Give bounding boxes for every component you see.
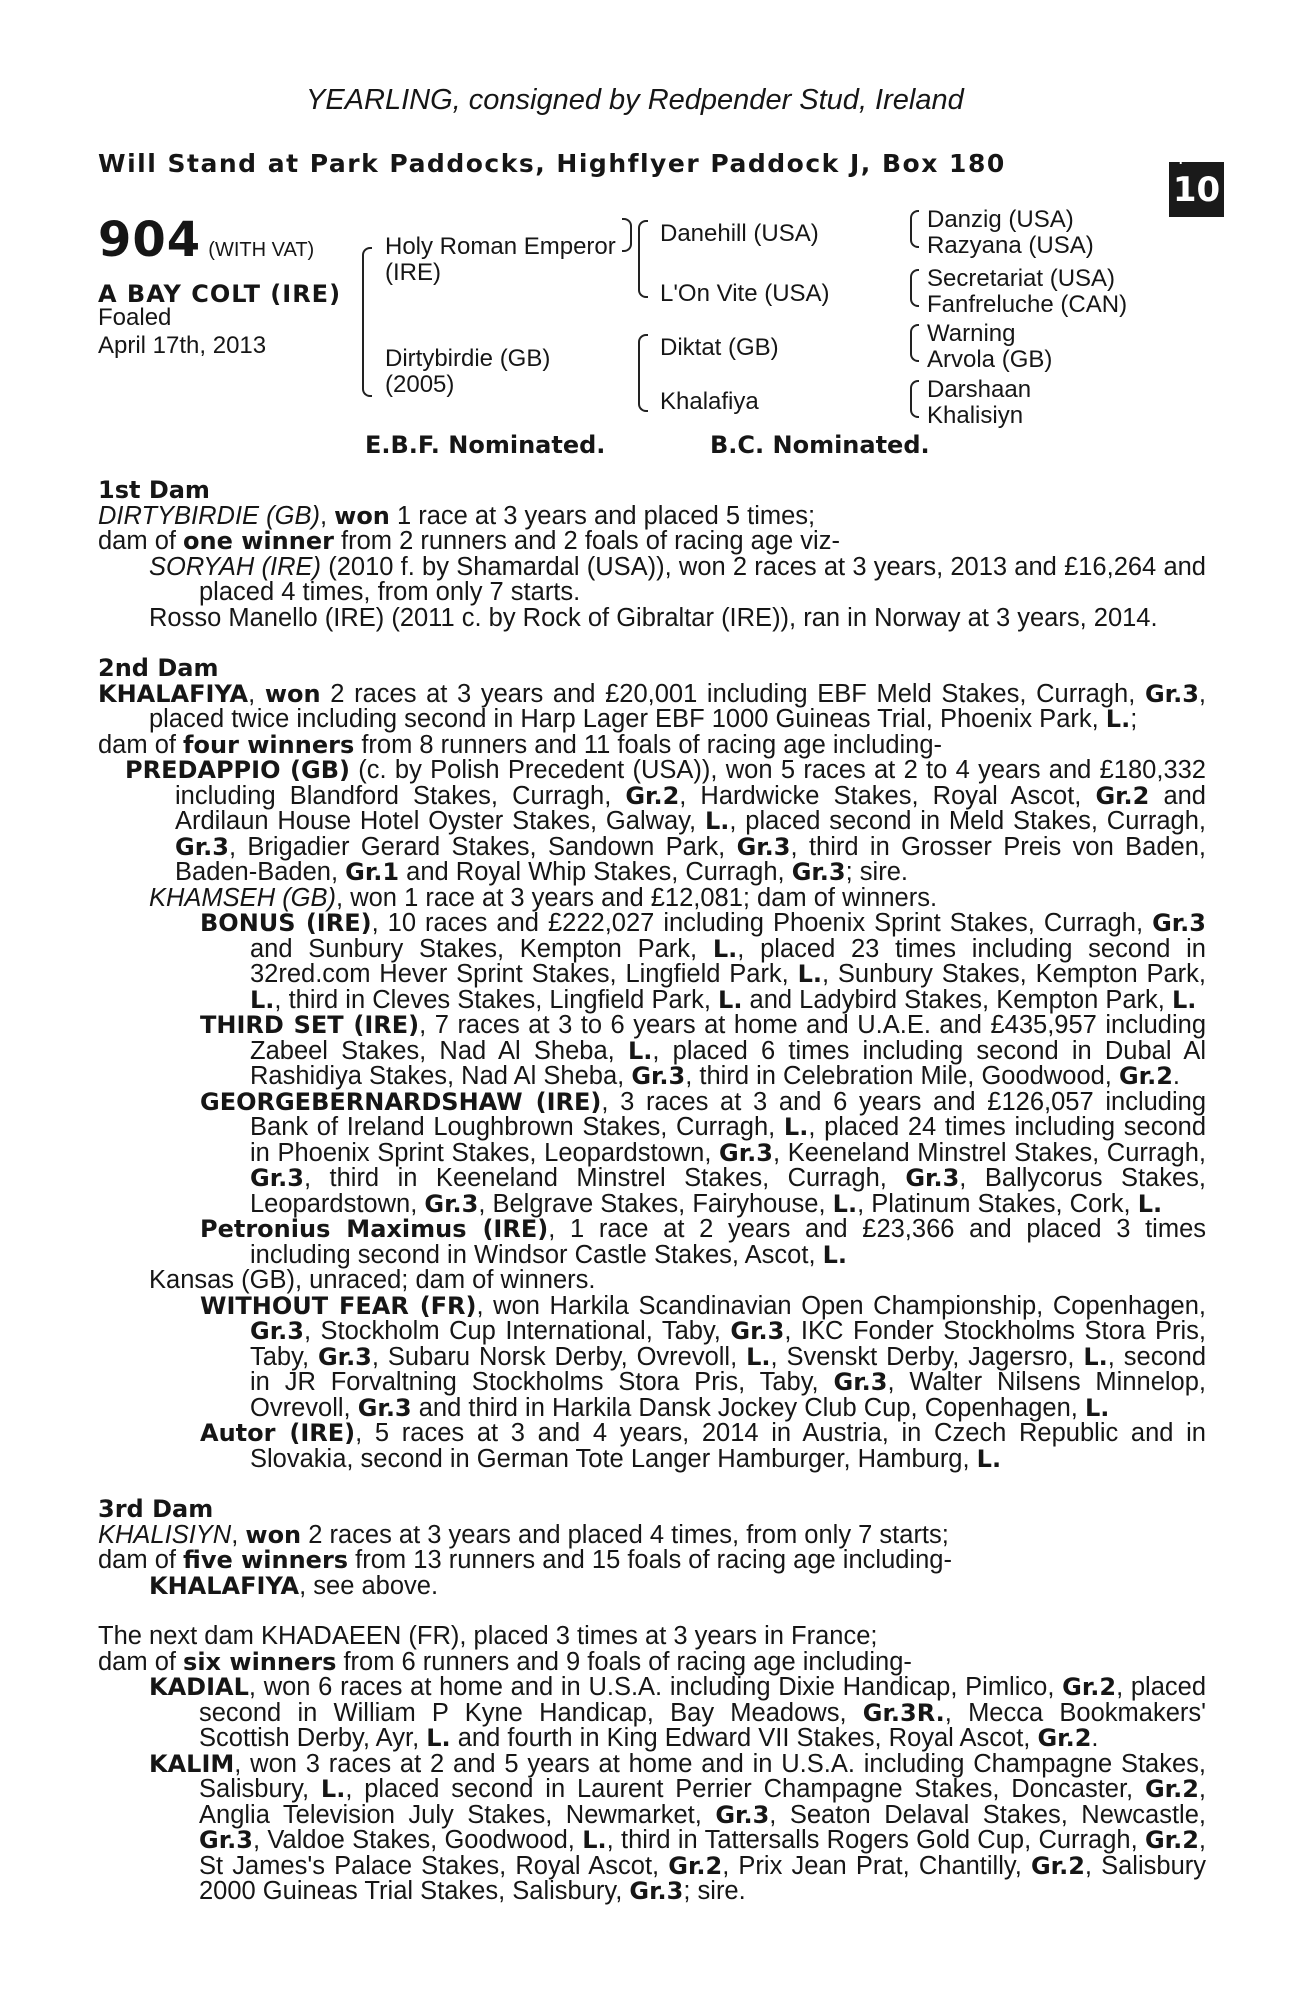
- entry-text: , Seaton Delaval Stakes, Newcastle,: [769, 1800, 1206, 1829]
- grade-label: Gr.3R.: [862, 1698, 945, 1727]
- grade-label: Gr.3: [905, 1164, 960, 1192]
- foal-soryah: [98, 552, 1206, 606]
- dam-of-suffix: from 13 runners and 15 foals of racing age including-: [348, 1546, 952, 1574]
- listed-label: L.: [1084, 1393, 1110, 1422]
- grade-label: Gr.3: [791, 858, 846, 886]
- first-dam-record: DIRTYBIRDIE (GB), won 1 race at 3 years and placed 5 times;: [98, 501, 816, 530]
- listed-label: L.: [822, 1240, 848, 1269]
- next-dam-record: The next dam KHADAEEN (FR), placed 3 times at 3 years in France;: [98, 1622, 878, 1650]
- g3-name: Secretariat (USA): [927, 265, 1116, 292]
- entry-text: , IKC Fonder Stockholms Stora Pris, Taby,: [250, 1317, 1206, 1371]
- entry-text: ; sire.: [683, 1877, 746, 1905]
- first-dam-produce: [98, 529, 1206, 555]
- g7-name: Darshaan: [927, 376, 1032, 403]
- second-dam-produce: [98, 730, 1206, 759]
- pedigree-brace-g4: [910, 380, 919, 418]
- dam-of-suffix: from 8 runners and 11 foals of racing age including-: [354, 730, 943, 759]
- first-dam-heading: 1st Dam: [98, 476, 210, 504]
- second-dam-record: KHALAFIYA, won 2 races at 3 years and £20,001 including EBF Meld Stakes, Curragh, Gr.3, placed twice including second in Harp Lager EBF 1000 Guineas Trial, Phoenix Park, L.;: [98, 679, 1207, 733]
- horse-name: GEORGEBERNARDSHAW (IRE): [200, 1087, 602, 1116]
- grade-label: Gr.3: [199, 1826, 253, 1854]
- lot-number-block: [98, 212, 314, 268]
- third-dam-heading: 3rd Dam: [98, 1495, 214, 1523]
- g8-name: Khalisiyn: [927, 402, 1024, 429]
- entry-text: and third in Harkila Dansk Jockey Club Cup, Copenhagen,: [411, 1393, 1085, 1422]
- entry-text: , Salisbury 2000 Guineas Trial Stakes, Salisbury,: [199, 1851, 1206, 1905]
- third-dam-won: won: [245, 1520, 302, 1549]
- entry-georgebernardshaw: [98, 1087, 1207, 1218]
- listed-label: L.: [1083, 1342, 1108, 1371]
- grade-label: Gr.2: [1037, 1724, 1092, 1752]
- entry-text: , third in Grosser Preis von Baden, Baden-Baden,: [175, 832, 1206, 886]
- entry-text: , Mecca Bookmakers' Scottish Derby, Ayr,: [199, 1698, 1206, 1752]
- location-line: Will Stand at Park Paddocks, Highflyer Paddock J, Box 180: [98, 149, 1006, 178]
- entry-text: , placed 6 times including second in Dubal Al Rashidiya Stakes, Nad Al Sheba,: [250, 1036, 1206, 1090]
- pedigree-brace-sire-left: [638, 220, 648, 298]
- dam-of-suffix: from 6 runners and 9 foals of racing age including-: [336, 1647, 912, 1676]
- grade-label: Gr.3: [1152, 909, 1206, 937]
- entry-text: and fourth in King Edward VII Stakes, Royal Ascot,: [450, 1724, 1038, 1752]
- listed-label: L.: [783, 1113, 809, 1141]
- bc-nominated: B.C. Nominated.: [710, 431, 930, 459]
- listed-label: L.: [1171, 985, 1197, 1014]
- entry-text: , Belgrave Stakes, Fairyhouse,: [478, 1189, 833, 1218]
- g1-name: Danzig (USA): [927, 206, 1074, 233]
- dam-year: (2005): [385, 371, 455, 398]
- entry-text: , third in Cleves Stakes, Lingfield Park,: [274, 985, 719, 1014]
- horse-name: THIRD SET (IRE): [200, 1011, 420, 1039]
- dam-sire-name: Diktat (GB): [660, 334, 779, 361]
- book-number-badge: [1169, 149, 1224, 217]
- entry-text: , placed second in Laurent Perrier Champagne Stakes, Doncaster,: [345, 1775, 1145, 1803]
- entry-text: , Ballycorus Stakes, Leopardstown,: [250, 1164, 1207, 1218]
- second-dam-text-3: ;: [1130, 705, 1138, 733]
- catalogue-body: [98, 478, 1206, 1905]
- second-dam-name: KHALAFIYA: [98, 679, 249, 708]
- grade-label: Gr.3: [317, 1342, 372, 1371]
- foaled-label: Foaled: [98, 304, 172, 331]
- pedigree-brace-g2: [910, 269, 919, 307]
- entry-text: , 7 races at 3 to 6 years at home and U.A.E. and £435,957 including Zabeel Stakes, Nad Al Sheba,: [250, 1011, 1207, 1065]
- entry-text: .: [1091, 1724, 1099, 1752]
- entry-text: , Hardwicke Stakes, Royal Ascot,: [679, 781, 1096, 810]
- entry-text: and Ardilaun House Hotel Oyster Stakes, Galway,: [175, 781, 1206, 835]
- entry-text: , placed second in Meld Stakes, Curragh,: [729, 807, 1206, 835]
- entry-text: , Stockholm Cup International, Taby,: [303, 1317, 731, 1345]
- listed-label: L.: [250, 985, 275, 1014]
- grade-label: Gr.2: [1118, 1062, 1173, 1090]
- third-dam-record: KHALISIYN, won 2 races at 3 years and placed 4 times, from only 7 starts;: [98, 1520, 949, 1549]
- entry-text: , 3 races at 3 and 6 years and £126,057 including Bank of Ireland Loughbrown Stakes, Curragh,: [250, 1087, 1206, 1141]
- entry-without-fear: [98, 1291, 1207, 1422]
- listed-label: L.: [712, 934, 738, 963]
- foaled-date: April 17th, 2013: [98, 332, 267, 359]
- entry-khalafiya-ref: [98, 1571, 1206, 1600]
- entry-autor: [98, 1421, 1206, 1472]
- next-dam-winners: six winners: [183, 1647, 337, 1676]
- listed-label: L.: [797, 960, 823, 988]
- second-dam-won: won: [264, 679, 321, 708]
- g5-name: Warning: [927, 320, 1016, 347]
- entry-text: , placed 23 times including second in 32red.com Hever Sprint Stakes, Lingfield Park,: [250, 934, 1206, 988]
- pedigree-brace-g1: [910, 210, 919, 248]
- horse-name: KHALAFIYA: [149, 1571, 300, 1600]
- sire-dam-name: L'On Vite (USA): [660, 280, 830, 307]
- g2-name: Razyana (USA): [927, 232, 1094, 259]
- entry-text: , placed second in William P Kyne Handicap, Bay Meadows,: [199, 1673, 1207, 1727]
- horse-name: KALIM: [149, 1749, 235, 1778]
- entry-text: , Valdoe Stakes, Goodwood,: [252, 1826, 583, 1854]
- entry-text: and Sunbury Stakes, Kempton Park,: [250, 934, 713, 963]
- listed-label: L.: [832, 1189, 858, 1218]
- horse-name: Petronius Maximus (IRE): [200, 1215, 549, 1243]
- second-dam-text-2: , placed twice including second in Harp Lager EBF 1000 Guineas Trial, Phoenix Park,: [149, 679, 1207, 733]
- entry-text: , see above.: [299, 1571, 439, 1600]
- listed-label: L.: [1137, 1189, 1163, 1218]
- entry-text: , Subaru Norsk Derby, Ovrevoll,: [371, 1342, 747, 1371]
- entry-text: , Anglia Television July Stakes, Newmarket,: [199, 1775, 1206, 1829]
- vat-label: (WITH VAT): [208, 239, 315, 261]
- consignment-line: YEARLING, consigned by Redpender Stud, Ireland: [306, 84, 964, 116]
- listed-label: L.: [426, 1724, 451, 1752]
- entry-kansas: Kansas (GB), unraced; dam of winners.: [149, 1266, 596, 1294]
- entry-text: , second in JR Forvaltning Stockholms Stora Pris, Taby,: [250, 1342, 1207, 1396]
- pedigree-brace-dam-left: [638, 334, 648, 412]
- entry-text: , Keeneland Minstrel Stakes, Curragh,: [772, 1138, 1207, 1167]
- first-dam-record-text: 1 race at 3 years and placed 5 times;: [389, 501, 816, 530]
- horse-name: KADIAL: [149, 1673, 249, 1701]
- entry-predappio: [98, 758, 1206, 886]
- listed-label: L.: [746, 1342, 771, 1371]
- second-dam-text-1: 2 races at 3 years and £20,001 including EBF Meld Stakes, Curragh,: [320, 679, 1145, 708]
- entry-text: .: [1172, 1062, 1181, 1090]
- entry-kadial: [98, 1675, 1206, 1752]
- grade-label: Gr.3: [736, 832, 791, 861]
- entry-text: , Sunbury Stakes, Kempton Park,: [822, 960, 1206, 988]
- grade-label: Gr.2: [625, 781, 680, 810]
- listed-label: L.: [976, 1444, 1002, 1473]
- third-dam-name: KHALISIYN: [98, 1520, 232, 1549]
- horse-name: KHAMSEH (GB): [149, 883, 337, 912]
- lot-number: 904: [98, 212, 202, 268]
- entry-text: , Prix Jean Prat, Chantilly,: [722, 1851, 1031, 1880]
- dam-dam-name: Khalafiya: [660, 388, 759, 415]
- grade-label: Gr.3: [424, 1189, 479, 1218]
- entry-kalim: [98, 1749, 1207, 1905]
- horse-name: BONUS (IRE): [200, 909, 372, 937]
- entry-text: , third in Tattersalls Rogers Gold Cup, Curragh,: [606, 1826, 1145, 1854]
- entry-third-set: [98, 1013, 1206, 1090]
- entry-text: , 1 race at 2 years and £23,366 and placed 3 times including second in Windsor Castle Stakes, Ascot,: [250, 1215, 1207, 1269]
- grade-label: Gr.3: [730, 1317, 785, 1345]
- grade-label: Gr.3: [1144, 679, 1199, 708]
- foal-rosso-manello: Rosso Manello (IRE) (2011 c. by Rock of Gibraltar (IRE)), ran in Norway at 3 years, 2014.: [149, 603, 1158, 632]
- dam-of-prefix: dam of: [98, 1546, 184, 1574]
- sire-name-country: (IRE): [385, 259, 441, 286]
- entry-text: , 5 races at 3 and 4 years, 2014 in Austria, in Czech Republic and in Slovakia, second in German Tote Langer Hamburger, Hamburg,: [250, 1419, 1206, 1473]
- pedigree-brace-main: [362, 247, 372, 397]
- dam-of-prefix: dam of: [98, 730, 184, 759]
- entry-bonus: [98, 911, 1206, 1013]
- first-dam-winners: one winner: [183, 527, 334, 555]
- grade-label: Gr.3: [175, 832, 229, 861]
- badge-plus: +: [1174, 149, 1188, 168]
- dam-name: Dirtybirdie (GB): [385, 345, 551, 372]
- entry-text: , placed 24 times including second in Phoenix Sprint Stakes, Leopardstown,: [250, 1113, 1206, 1167]
- grade-label: Gr.3: [719, 1138, 773, 1167]
- entry-text: , Svenskt Derby, Jagersro,: [770, 1342, 1084, 1371]
- dam-of-prefix: dam of: [98, 1647, 184, 1676]
- grade-label: Gr.2: [668, 1851, 723, 1880]
- listed-label: L.: [718, 985, 743, 1014]
- dam-of-prefix: dam of: [98, 527, 184, 555]
- grade-label: Gr.3: [250, 1317, 304, 1345]
- entry-text: ; sire.: [845, 858, 908, 886]
- entry-text: , won Harkila Scandinavian Open Championship, Copenhagen,: [476, 1291, 1206, 1320]
- horse-name: Autor (IRE): [200, 1419, 356, 1447]
- grade-label: Gr.2: [1095, 781, 1150, 810]
- dam-of-suffix: from 2 runners and 2 foals of racing age viz-: [333, 527, 840, 555]
- grade-label: Gr.3: [715, 1800, 770, 1829]
- entry-text: , won 3 races at 2 and 5 years at home and in U.S.A. including Champagne Stakes, Salisbury,: [199, 1749, 1206, 1803]
- sire-sire-name: Danehill (USA): [660, 220, 819, 247]
- entry-text: , won 1 race at 3 years and £12,081; dam of winners.: [336, 883, 938, 912]
- pedigree-brace-sire-right: [622, 218, 632, 252]
- g4-name: Fanfreluche (CAN): [927, 291, 1128, 318]
- second-dam-heading: 2nd Dam: [98, 654, 219, 682]
- listed-label: L.: [582, 1826, 607, 1854]
- grade-label: Gr.2: [1030, 1851, 1085, 1880]
- entry-text: (c. by Polish Precedent (USA)), won 5 races at 2 to 4 years and £180,332 including Blandford Stakes, Curragh,: [175, 756, 1206, 810]
- sire-name: Holy Roman Emperor: [385, 233, 616, 260]
- entry-text: , 10 races and £222,027 including Phoenix Sprint Stakes, Curragh,: [371, 909, 1153, 937]
- entry-text: and Royal Whip Stakes, Curragh,: [399, 858, 792, 886]
- grade-label: Gr.3: [357, 1393, 412, 1422]
- second-dam-winners: four winners: [183, 730, 355, 759]
- entry-text: , third in Keeneland Minstrel Stakes, Curragh,: [303, 1164, 906, 1192]
- badge-number: 10: [1172, 170, 1221, 210]
- grade-label: Gr.2: [1144, 1775, 1199, 1803]
- lot-description: A BAY COLT (IRE): [98, 280, 342, 308]
- grade-label: Gr.1: [345, 858, 400, 886]
- pedigree-brace-g3: [910, 324, 919, 362]
- entry-text: , won 6 races at home and in U.S.A. including Dixie Handicap, Pimlico,: [248, 1673, 1063, 1701]
- first-dam-name: DIRTYBIRDIE (GB): [98, 501, 320, 530]
- grade-label: Gr.3: [629, 1877, 684, 1905]
- entry-text: , St James's Palace Stakes, Royal Ascot,: [199, 1826, 1207, 1880]
- first-dam-won: won: [334, 501, 390, 530]
- entry-text: , Platinum Stakes, Cork,: [857, 1189, 1138, 1218]
- entry-khamseh: [98, 883, 1206, 912]
- grade-label: Gr.3: [250, 1164, 304, 1192]
- foal-soryah-name: SORYAH (IRE): [149, 552, 322, 581]
- horse-name: PREDAPPIO (GB): [125, 756, 350, 784]
- entry-text: , Walter Nilsens Minnelop, Ovrevoll,: [250, 1368, 1206, 1422]
- entry-text: , third in Celebration Mile, Goodwood,: [685, 1062, 1119, 1090]
- ebf-nominated: E.B.F. Nominated.: [365, 431, 606, 459]
- listed-label: L.: [627, 1036, 653, 1065]
- entry-text: , Brigadier Gerard Stakes, Sandown Park,: [228, 832, 737, 861]
- foal-soryah-text: (2010 f. by Shamardal (USA)), won 2 races at 3 years, 2013 and £16,264 and placed 4 times, from only 7 starts.: [199, 552, 1206, 606]
- g6-name: Arvola (GB): [927, 346, 1053, 373]
- listed-label: L.: [320, 1775, 346, 1803]
- next-dam-produce: [98, 1647, 1206, 1676]
- entry-petronius-maximus: [98, 1217, 1206, 1268]
- horse-name: WITHOUT FEAR (FR): [200, 1291, 477, 1320]
- grade-label: Gr.3: [631, 1062, 686, 1090]
- grade-label: Gr.3: [833, 1368, 888, 1396]
- grade-label: Gr.2: [1062, 1673, 1117, 1701]
- third-dam-winners: five winners: [183, 1546, 349, 1574]
- third-dam-record-text: 2 races at 3 years and placed 4 times, from only 7 starts;: [301, 1520, 949, 1549]
- listed-label: L.: [704, 807, 730, 835]
- entry-text: and Ladybird Stakes, Kempton Park,: [742, 985, 1172, 1014]
- grade-label: Gr.2: [1144, 1826, 1199, 1854]
- third-dam-produce: [98, 1548, 1206, 1574]
- listed-label: L.: [1105, 705, 1131, 733]
